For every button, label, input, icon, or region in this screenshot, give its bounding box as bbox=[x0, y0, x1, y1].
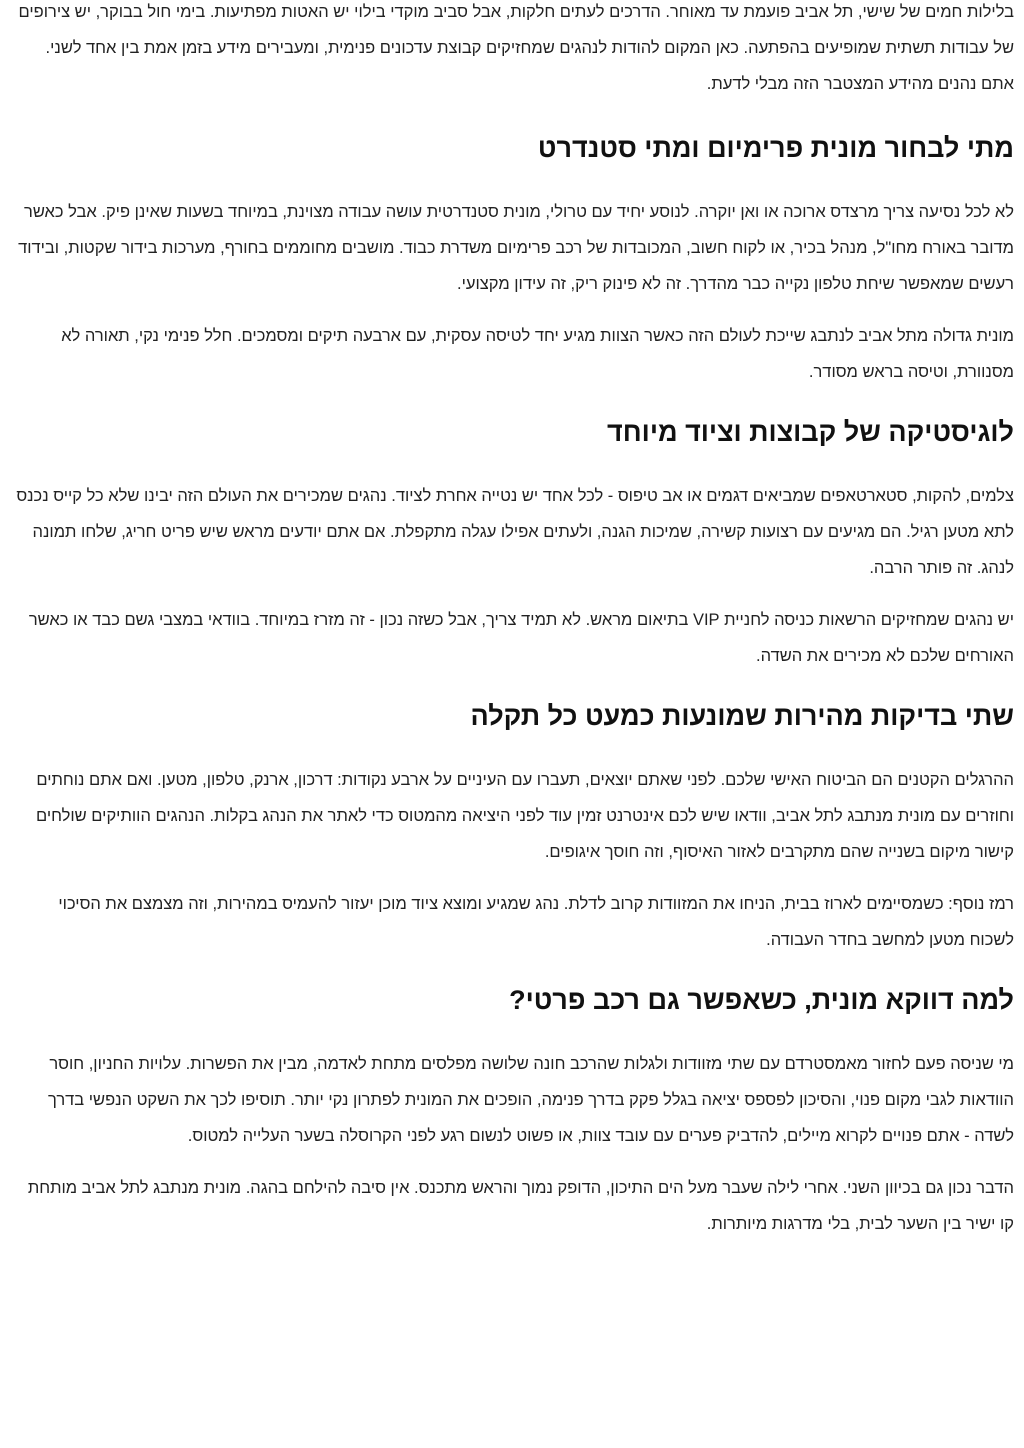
section-paragraph: לא לכל נסיעה צריך מרצדס ארוכה או ואן יוקרה. לנוסע יחיד עם טרולי, מונית סטנדרטית עושה עבודה מצוינת, במיוחד בשעות שאינן פיק. אבל כאשר מדובר באורח מחו"ל, מנהל בכיר, או לקוח חשוב, המכובדות של רכב פרימיום משדרת כבוד. מושבים מחוממים בחורף, מערכות בידור שקטות, ובידוד רעשים שמאפשר שיחת טלפון נקייה כבר מהדרך. זה לא פינוק ריק, זה עידון מקצועי. bbox=[18, 203, 1014, 293]
section-paragraph: רמז נוסף: כשמסיימים לארוז בבית, הניחו את המזוודות קרוב לדלת. נהג שמגיע ומוצא ציוד מוכן יעזור להעמיס במהירות, וזה מצמצם את הסיכוי לשכוח מטען למחשב בחדר העבודה. bbox=[58, 895, 1014, 949]
section-heading-quick-checks: שתי בדיקות מהירות שמונעות כמעט כל תקלה bbox=[470, 701, 1014, 731]
section-heading-why-taxi: למה דווקא מונית, כשאפשר גם רכב פרטי? bbox=[509, 985, 1014, 1015]
section-paragraph: יש נהגים שמחזיקים הרשאות כניסה לחניית VIP בתיאום מראש. לא תמיד צריך, אבל כשזה נכון - זה מזרז במיוחד. בוודאי במצבי גשם כבד או כאשר האורחים שלכם לא מכירים את השדה. bbox=[28, 611, 1014, 665]
section-paragraph: ההרגלים הקטנים הם הביטוח האישי שלכם. לפני שאתם יוצאים, תעברו עם העיניים על ארבע נקודות: דרכון, ארנק, טלפון, מטען. ואם אתם נוחתים וחוזרים עם מונית מנתבג לתל אביב, וודאו שיש לכם אינטרנט זמין עוד לפני היציאה מהמטוס כדי לאתר את הנהג בקלות. הנהגים הוותיקים שולחים קישור מיקום בשנייה שהם מתקרבים לאזור האיסוף, וזה חוסך איגופים. bbox=[35, 771, 1014, 861]
section-paragraph: הדבר נכון גם בכיוון השני. אחרי לילה שעבר מעל הים התיכון, הדופק נמוך והראש מתכנס. אין סיבה להילחם בהגה. מונית מנתבג לתל אביב מותחת קו ישיר בין השער לבית, בלי מדרגות מיותרות. bbox=[27, 1179, 1014, 1233]
section-heading-premium-vs-standard: מתי לבחור מונית פרימיום ומתי סטנדרט bbox=[537, 133, 1014, 163]
section-heading-groups-logistics: לוגיסטיקה של קבוצות וציוד מיוחד bbox=[607, 417, 1014, 447]
section-paragraph: מי שניסה פעם לחזור מאמסטרדם עם שתי מזוודות ולגלות שהרכב חונה שלושה מפלסים מתחת לאדמה, מבין את הפשרות. עלויות החניון, חוסר הוודאות לגבי מקום פנוי, והסיכון לפספס יציאה בגלל פקק בדרך פנימה, הופכים את המונית לפתרון נקי יותר. תוסיפו לכך את השקט הנפשי בדרך לשדה - אתם פנויים לקרוא מיילים, להדביק פערים עם עובד צוות, או פשוט לנשום רגע לפני הקרוסלה בשער העלייה למטוס. bbox=[48, 1055, 1014, 1145]
section-paragraph: צלמים, להקות, סטארטאפים שמביאים דגמים או אב טיפוס - לכל אחד יש נטייה אחרת לציוד. נהגים שמכירים את העולם הזה יבינו שלא כל קייס נכנס לתא מטען רגיל. הם מגיעים עם רצועות קשירה, שמיכות הגנה, ולעתים אפילו עגלה מתקפלת. אם אתם יודעים מראש שיש פריט חריג, שלחו תמונה לנהג. זה פותר הרבה. bbox=[16, 487, 1014, 577]
section-paragraph: מונית גדולה מתל אביב לנתבג שייכת לעולם הזה כאשר הצוות מגיע יחד לטיסה עסקית, עם ארבעה תיקים ומסמכים. חלל פנימי נקי, תאורה לא מסנוורת, וטיסה בראש מסודר. bbox=[61, 327, 1014, 381]
article bbox=[10, 0, 1014, 1258]
intro-paragraph: בלילות חמים של שישי, תל אביב פועמת עד מאוחר. הדרכים לעתים חלקות, אבל סביב מוקדי בילוי יש האטות מפתיעות. בימי חול בבוקר, יש צירופים של עבודות תשתית שמופיעים בהפתעה. כאן המקום להודות לנהגים שמחזיקים קבוצת עדכונים פנימית, ומעבירים מידע בזמן אמת בין אחד לשני. אתם נהנים מהידע המצטבר הזה מבלי לדעת. bbox=[18, 3, 1014, 93]
